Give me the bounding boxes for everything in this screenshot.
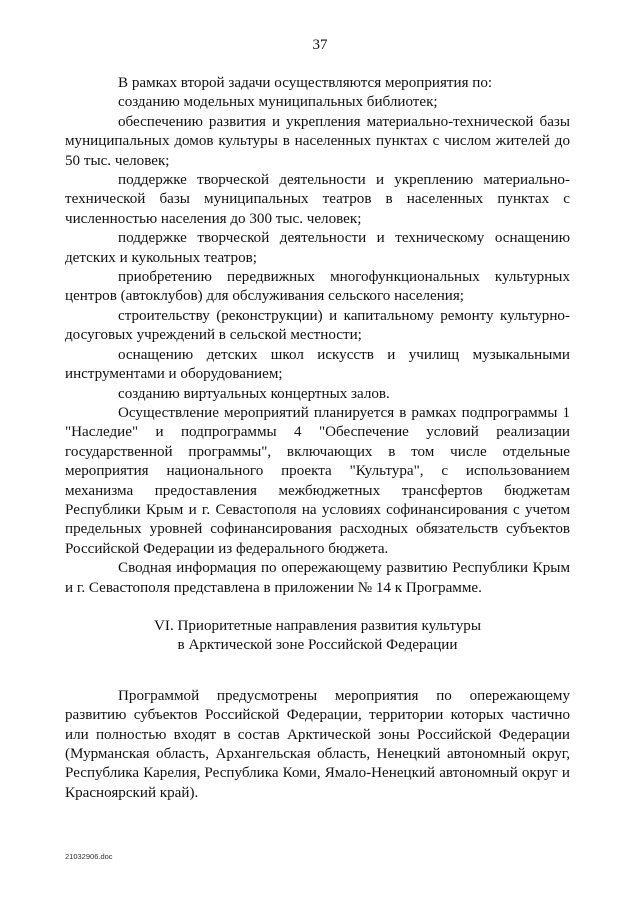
list-item: строительству (реконструкции) и капитальному ремонту культурно-досуговых учреждений в сельской местности; — [65, 307, 570, 344]
section-heading-line-2: в Арктической зоне Российской Федерации — [177, 637, 458, 654]
list-item: поддержке творческой деятельности и техническому оснащению детских и кукольных театров; — [65, 230, 570, 266]
paragraph: Программой предусмотрены мероприятия по опережающему развитию субъектов Российской Федерации, территории которых частично или полностью входят в состав Арктической зоны Российской Федерации (Мурманская область, Архангельская область, Ненецкий автономный округ, Республика Карелия, Республика Коми, Ямало-Ненецкий автономный округ и Красноярский край). — [65, 687, 570, 801]
paragraph: В рамках второй задачи осуществляются мероприятия по: — [118, 75, 493, 91]
list-item: созданию виртуальных концертных залов. — [118, 385, 390, 402]
paragraph: Осуществление мероприятий планируется в рамках подпрограммы 1 "Наследие" и подпрограммы 4 "Обеспечение условий реализации государственной программы", включающих в том числе отдельные мероприятия национального проекта "Культура", с использованием механизма предоставления межбюджетных трансфертов бюджетам Республики Крым и г. Севастополя на условиях софинансирования с учетом предельных уровней софинансирования расходных обязательств субъектов Российской Федерации из федерального бюджета. — [65, 404, 570, 557]
section-heading-line-1: VI. Приоритетные направления развития культуры — [154, 617, 481, 634]
document-body — [65, 74, 570, 803]
list-item: приобретению передвижных многофункциональных культурных центров (автоклубов) для обслуживания сельского населения; — [65, 269, 570, 305]
page-number: 37 — [312, 37, 328, 53]
footer-filename: 21032906.doc — [65, 852, 113, 861]
section-heading — [65, 617, 570, 656]
list-item: созданию модельных муниципальных библиотек; — [118, 94, 438, 111]
paragraph: Сводная информация по опережающему развитию Республики Крым и г. Севастополя представлена в приложении № 14 к Программе. — [65, 560, 570, 596]
list-item: поддержке творческой деятельности и укреплению материально-технической базы муниципальных театров в населенных пунктах с численностью населения до 300 тыс. человек; — [65, 172, 570, 227]
list-item: оснащению детских школ искусств и училищ музыкальными инструментами и оборудованием; — [65, 346, 570, 383]
list-item: обеспечению развития и укрепления материально-технической базы муниципальных домов культуры в населенных пунктах с числом жителей до 50 тыс. человек; — [65, 113, 570, 169]
